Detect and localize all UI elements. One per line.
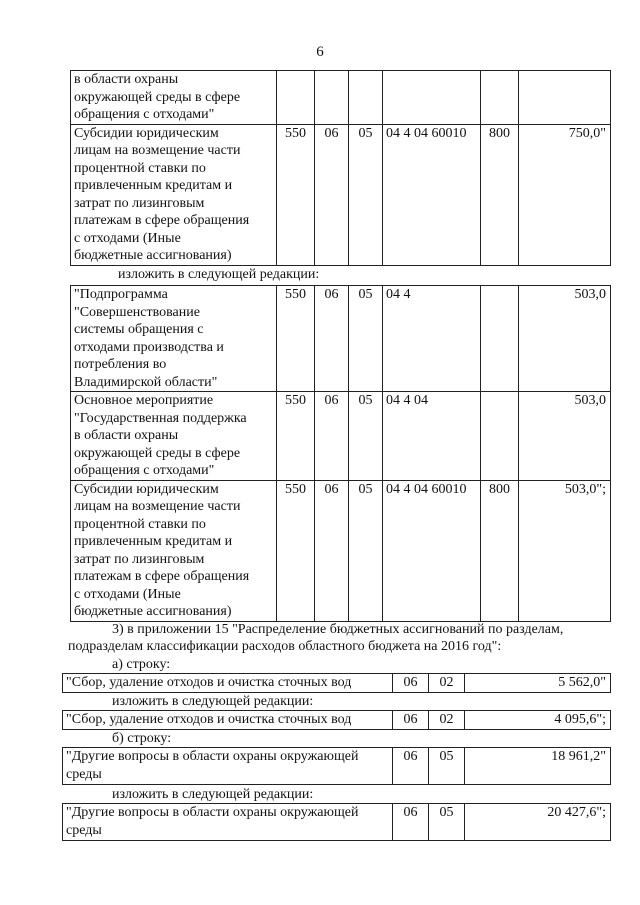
name-line: с отходами (Иные [74,230,181,246]
name-line: лицам на возмещение части [74,143,241,158]
paragraph-line: 3) в приложении 15 "Распределение бюджетных ассигнований по разделам, [112,622,564,637]
name-line: потребления во [74,357,167,372]
name-line: платежам в сфере обращения [74,569,250,584]
cell-ministry: 550 [277,124,315,265]
cell-section: 06 [393,711,429,730]
cell-ministry: 550 [277,286,315,392]
table-row [71,480,611,621]
name-line: окружающей среды в сфере [74,89,241,105]
cell-section: 06 [315,480,349,621]
name-line: "Совершенствование [74,304,200,320]
row-name [71,286,277,392]
name-line: Субсидии юридическим [74,125,219,141]
edit-instruction: изложить в следующей редакции: [118,267,320,282]
cell-subsection: 02 [429,711,465,730]
row-name [71,392,277,481]
cell-type: 800 [481,124,519,265]
name-line: обращения с отходами" [74,463,215,478]
name-line: затрат по лизинговым [74,551,205,567]
section-row-new [62,710,611,730]
cell-amount: 503,0 [519,286,611,392]
cell-target: 04 4 [383,286,481,392]
cell-type [481,286,519,392]
cell-section: 06 [393,674,429,693]
edit-instruction: изложить в следующей редакции: [112,787,314,802]
name-line: системы обращения с [74,322,204,337]
name-line: "Государственная поддержка [74,410,247,426]
table-row [63,748,611,785]
table-row [63,711,611,730]
name-line: Субсидии юридическим [74,481,219,497]
cell-type: 800 [481,480,519,621]
cell-section: 06 [315,392,349,481]
row-name [63,804,393,841]
section-row-original [62,673,611,693]
table-row [71,71,611,125]
name-line: "Подпрограмма [74,287,168,302]
cell-section: 06 [393,748,429,785]
cell-amount: 20 427,6"; [465,804,611,841]
cell-section: 06 [315,124,349,265]
cell-amount: 18 961,2" [465,748,611,785]
cell-ministry: 550 [277,392,315,481]
row-name: "Сбор, удаление отходов и очистка сточных вод [63,674,393,693]
budget-table-original [70,70,611,266]
name-line: платежам в сфере обращения [74,213,250,228]
cell-amount: 503,0 [519,392,611,481]
name-line: "Другие вопросы в области охраны окружающей [66,805,359,820]
table-row [71,392,611,481]
row-name [63,748,393,785]
name-line: Владимирской области" [74,374,218,390]
item-label-b: б) строку: [112,731,172,746]
paragraph-line: подразделам классификации расходов областного бюджета на 2016 год": [68,639,502,654]
cell-target: 04 4 04 [383,392,481,481]
name-line: в области охраны [74,72,179,87]
name-line: бюджетные ассигнования) [74,604,232,619]
section-row-new [62,803,611,841]
paragraph-3 [68,621,608,655]
cell-subsection: 05 [349,286,383,392]
cell-target: 04 4 04 60010 [383,124,481,265]
cell-subsection: 02 [429,674,465,693]
name-line: среды [66,766,102,782]
cell-type [481,392,519,481]
cell-subsection: 05 [349,480,383,621]
name-line: "Другие вопросы в области охраны окружающей [66,749,359,764]
cell-subsection: 05 [429,748,465,785]
row-name: "Сбор, удаление отходов и очистка сточных вод [63,711,393,730]
name-line: отходами производства и [74,339,224,355]
table-row [63,674,611,693]
cell-type [481,71,519,125]
name-line: в области охраны [74,428,179,443]
cell-amount: 503,0"; [519,480,611,621]
cell-subsection: 05 [349,124,383,265]
row-name [71,124,277,265]
cell-ministry [277,71,315,125]
page-number: 6 [316,44,324,60]
name-line: Основное мероприятие [74,393,214,408]
edit-instruction: изложить в следующей редакции: [112,694,314,709]
name-line: среды [66,822,102,838]
cell-target: 04 4 04 60010 [383,480,481,621]
cell-subsection: 05 [349,392,383,481]
item-label-a: а) строку: [112,657,171,672]
name-line: лицам на возмещение части [74,499,241,514]
cell-section: 06 [315,286,349,392]
cell-target [383,71,481,125]
table-row [71,124,611,265]
cell-subsection [349,71,383,125]
cell-amount [519,71,611,125]
name-line: бюджетные ассигнования) [74,248,232,263]
cell-ministry: 550 [277,480,315,621]
cell-amount: 750,0" [519,124,611,265]
name-line: с отходами (Иные [74,586,181,602]
cell-subsection: 05 [429,804,465,841]
table-row [71,286,611,392]
cell-section: 06 [393,804,429,841]
cell-section [315,71,349,125]
cell-amount: 4 095,6"; [465,711,611,730]
name-line: затрат по лизинговым [74,195,205,211]
name-line: окружающей среды в сфере [74,445,241,461]
cell-amount: 5 562,0" [465,674,611,693]
table-row [63,804,611,841]
budget-table-new [70,285,611,622]
row-name [71,480,277,621]
name-line: привлеченным кредитам и [74,178,233,193]
section-row-original [62,747,611,785]
name-line: процентной ставки по [74,516,206,532]
name-line: процентной ставки по [74,160,206,176]
name-line: привлеченным кредитам и [74,534,233,549]
name-line: обращения с отходами" [74,107,215,122]
row-name [71,71,277,125]
